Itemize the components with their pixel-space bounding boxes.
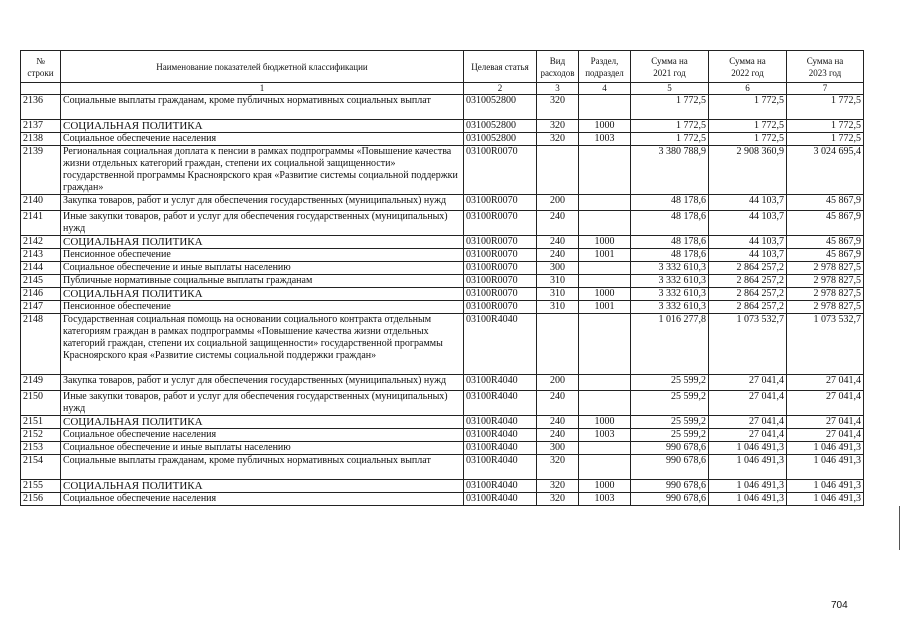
cell-code: 0310052800	[464, 95, 537, 120]
header-sum-2023: Сумма на 2023 год	[787, 51, 864, 83]
cell-name: СОЦИАЛЬНАЯ ПОЛИТИКА	[61, 288, 464, 301]
col-number: 2	[464, 83, 537, 95]
cell-id: 2145	[21, 275, 61, 288]
table-row	[21, 275, 864, 288]
header-sum-2021: Сумма на 2021 год	[631, 51, 709, 83]
cell-code: 0310052800	[464, 133, 537, 146]
cell-section	[579, 275, 631, 288]
header-name: Наименование показателей бюджетной классификации	[61, 51, 464, 83]
cell-s2022: 27 041,4	[709, 429, 787, 442]
cell-name: Иные закупки товаров, работ и услуг для обеспечения государственных (муниципальных) нужд	[61, 391, 464, 416]
cell-code: 03100R4040	[464, 391, 537, 416]
cell-s2022: 2 864 257,2	[709, 275, 787, 288]
cell-s2023: 1 772,5	[787, 120, 864, 133]
cell-code: 03100R0070	[464, 236, 537, 249]
cell-section	[579, 455, 631, 480]
cell-id: 2146	[21, 288, 61, 301]
cell-s2022: 44 103,7	[709, 249, 787, 262]
cell-name: СОЦИАЛЬНАЯ ПОЛИТИКА	[61, 480, 464, 493]
cell-s2022: 2 864 257,2	[709, 262, 787, 275]
cell-s2021: 48 178,6	[631, 236, 709, 249]
cell-code: 03100R0070	[464, 301, 537, 314]
cell-code: 03100R0070	[464, 288, 537, 301]
cell-id: 2141	[21, 211, 61, 236]
cell-kind: 240	[537, 391, 579, 416]
col-number: 6	[709, 83, 787, 95]
table-row	[21, 429, 864, 442]
cell-code: 03100R0070	[464, 275, 537, 288]
cell-section: 1001	[579, 301, 631, 314]
cell-kind: 320	[537, 455, 579, 480]
cell-kind	[537, 146, 579, 195]
cell-section: 1000	[579, 416, 631, 429]
budget-table	[20, 50, 864, 506]
cell-s2022: 2 864 257,2	[709, 288, 787, 301]
table-header-row	[21, 51, 864, 83]
cell-s2023: 2 978 827,5	[787, 301, 864, 314]
table-row	[21, 375, 864, 391]
cell-section	[579, 262, 631, 275]
cell-name: Социальные выплаты гражданам, кроме публичных нормативных социальных выплат	[61, 455, 464, 480]
cell-s2021: 3 332 610,3	[631, 288, 709, 301]
table-row	[21, 249, 864, 262]
cell-name: СОЦИАЛЬНАЯ ПОЛИТИКА	[61, 236, 464, 249]
col-number: 1	[61, 83, 464, 95]
cell-section	[579, 95, 631, 120]
cell-kind	[537, 314, 579, 375]
cell-s2021: 48 178,6	[631, 211, 709, 236]
cell-id: 2151	[21, 416, 61, 429]
cell-kind: 300	[537, 262, 579, 275]
cell-s2023: 1 046 491,3	[787, 455, 864, 480]
cell-kind: 240	[537, 416, 579, 429]
cell-id: 2154	[21, 455, 61, 480]
cell-s2021: 25 599,2	[631, 416, 709, 429]
cell-name: Иные закупки товаров, работ и услуг для обеспечения государственных (муниципальных) нужд	[61, 211, 464, 236]
table-row	[21, 133, 864, 146]
cell-name: Пенсионное обеспечение	[61, 249, 464, 262]
cell-kind: 240	[537, 211, 579, 236]
cell-s2023: 2 978 827,5	[787, 275, 864, 288]
table-row	[21, 480, 864, 493]
cell-id: 2147	[21, 301, 61, 314]
cell-s2023: 27 041,4	[787, 391, 864, 416]
cell-s2021: 990 678,6	[631, 442, 709, 455]
cell-section: 1003	[579, 429, 631, 442]
cell-section: 1003	[579, 133, 631, 146]
cell-id: 2150	[21, 391, 61, 416]
cell-code: 03100R0070	[464, 195, 537, 211]
table-row	[21, 211, 864, 236]
col-number: 4	[579, 83, 631, 95]
cell-section	[579, 375, 631, 391]
cell-code: 03100R0070	[464, 262, 537, 275]
cell-id: 2155	[21, 480, 61, 493]
cell-section: 1000	[579, 236, 631, 249]
cell-s2023: 45 867,9	[787, 249, 864, 262]
cell-section: 1000	[579, 120, 631, 133]
cell-name: Социальные выплаты гражданам, кроме публичных нормативных социальных выплат	[61, 95, 464, 120]
cell-name: СОЦИАЛЬНАЯ ПОЛИТИКА	[61, 416, 464, 429]
cell-section	[579, 442, 631, 455]
cell-s2022: 27 041,4	[709, 375, 787, 391]
cell-s2021: 25 599,2	[631, 375, 709, 391]
table-row	[21, 288, 864, 301]
cell-name: Закупка товаров, работ и услуг для обеспечения государственных (муниципальных) нужд	[61, 195, 464, 211]
cell-id: 2153	[21, 442, 61, 455]
cell-kind: 200	[537, 375, 579, 391]
cell-code: 03100R4040	[464, 493, 537, 506]
cell-s2021: 48 178,6	[631, 195, 709, 211]
cell-section: 1000	[579, 480, 631, 493]
cell-s2022: 1 772,5	[709, 95, 787, 120]
cell-id: 2138	[21, 133, 61, 146]
column-number-row	[21, 83, 864, 95]
cell-code: 03100R0070	[464, 146, 537, 195]
cell-code: 03100R4040	[464, 314, 537, 375]
table-row	[21, 236, 864, 249]
cell-id: 2139	[21, 146, 61, 195]
cell-s2023: 45 867,9	[787, 211, 864, 236]
cell-code: 03100R4040	[464, 442, 537, 455]
cell-kind: 240	[537, 236, 579, 249]
cell-name: Публичные нормативные социальные выплаты гражданам	[61, 275, 464, 288]
cell-s2021: 990 678,6	[631, 455, 709, 480]
cell-name: Государственная социальная помощь на основании социального контракта отдельным категориям граждан в рамках подпрограммы «Повышение качества жизни отдельных категорий граждан, степени их социальной защищенности» государственной программы Красноярского края «Развитие системы социальной поддержки граждан»	[61, 314, 464, 375]
cell-s2023: 27 041,4	[787, 429, 864, 442]
header-target: Целевая статья	[464, 51, 537, 83]
cell-s2023: 1 772,5	[787, 133, 864, 146]
cell-s2021: 48 178,6	[631, 249, 709, 262]
cell-section	[579, 195, 631, 211]
cell-section: 1001	[579, 249, 631, 262]
table-row	[21, 493, 864, 506]
cell-s2022: 27 041,4	[709, 416, 787, 429]
cell-s2023: 2 978 827,5	[787, 262, 864, 275]
cell-kind: 310	[537, 288, 579, 301]
cell-s2022: 1 073 532,7	[709, 314, 787, 375]
cell-s2023: 1 046 491,3	[787, 493, 864, 506]
cell-id: 2140	[21, 195, 61, 211]
cell-id: 2152	[21, 429, 61, 442]
cell-section	[579, 146, 631, 195]
cell-code: 03100R0070	[464, 211, 537, 236]
cell-s2022: 1 046 491,3	[709, 493, 787, 506]
cell-name: Региональная социальная доплата к пенсии в рамках подпрограммы «Повышение качества жизни отдельных категорий граждан, степени их социальной защищенности» государственной программы Красноярского края «Развитие системы социальной поддержки граждан»	[61, 146, 464, 195]
cell-s2021: 990 678,6	[631, 480, 709, 493]
cell-s2021: 1 016 277,8	[631, 314, 709, 375]
cell-section	[579, 391, 631, 416]
cell-s2022: 1 772,5	[709, 133, 787, 146]
cell-code: 0310052800	[464, 120, 537, 133]
col-number: 3	[537, 83, 579, 95]
cell-id: 2143	[21, 249, 61, 262]
table-row	[21, 416, 864, 429]
table-row	[21, 195, 864, 211]
table-row	[21, 120, 864, 133]
cell-s2023: 1 073 532,7	[787, 314, 864, 375]
table-row	[21, 95, 864, 120]
cell-kind: 320	[537, 493, 579, 506]
cell-s2021: 1 772,5	[631, 120, 709, 133]
page-number: 704	[831, 600, 848, 611]
cell-section: 1003	[579, 493, 631, 506]
table-row	[21, 314, 864, 375]
cell-id: 2149	[21, 375, 61, 391]
cell-s2021: 3 380 788,9	[631, 146, 709, 195]
cell-s2021: 1 772,5	[631, 95, 709, 120]
cell-kind: 320	[537, 120, 579, 133]
cell-code: 03100R4040	[464, 429, 537, 442]
cell-code: 03100R4040	[464, 480, 537, 493]
cell-kind: 320	[537, 133, 579, 146]
cell-s2022: 2 908 360,9	[709, 146, 787, 195]
col-number: 5	[631, 83, 709, 95]
cell-name: Закупка товаров, работ и услуг для обеспечения государственных (муниципальных) нужд	[61, 375, 464, 391]
cell-name: Социальное обеспечение населения	[61, 429, 464, 442]
cell-s2023: 1 046 491,3	[787, 480, 864, 493]
cell-name: Пенсионное обеспечение	[61, 301, 464, 314]
table-body	[21, 95, 864, 506]
cell-s2021: 3 332 610,3	[631, 301, 709, 314]
cell-id: 2142	[21, 236, 61, 249]
header-section: Раздел, подраздел	[579, 51, 631, 83]
cell-kind: 240	[537, 249, 579, 262]
cell-code: 03100R4040	[464, 416, 537, 429]
cell-section: 1000	[579, 288, 631, 301]
cell-s2021: 3 332 610,3	[631, 275, 709, 288]
cell-section	[579, 314, 631, 375]
cell-section	[579, 211, 631, 236]
cell-s2023: 45 867,9	[787, 236, 864, 249]
cell-s2022: 1 046 491,3	[709, 455, 787, 480]
table-row	[21, 455, 864, 480]
cell-s2022: 27 041,4	[709, 391, 787, 416]
cell-kind: 320	[537, 95, 579, 120]
cell-s2023: 27 041,4	[787, 375, 864, 391]
cell-s2022: 1 772,5	[709, 120, 787, 133]
cell-name: Социальное обеспечение населения	[61, 133, 464, 146]
cell-id: 2136	[21, 95, 61, 120]
cell-id: 2137	[21, 120, 61, 133]
cell-id: 2148	[21, 314, 61, 375]
cell-s2022: 2 864 257,2	[709, 301, 787, 314]
cell-s2021: 25 599,2	[631, 429, 709, 442]
header-sum-2022: Сумма на 2022 год	[709, 51, 787, 83]
header-row-no: № строки	[21, 51, 61, 83]
cell-kind: 240	[537, 429, 579, 442]
cell-s2022: 1 046 491,3	[709, 442, 787, 455]
cell-s2022: 44 103,7	[709, 236, 787, 249]
table-row	[21, 301, 864, 314]
cell-s2023: 27 041,4	[787, 416, 864, 429]
cell-name: Социальное обеспечение и иные выплаты населению	[61, 262, 464, 275]
cell-s2023: 3 024 695,4	[787, 146, 864, 195]
cell-s2022: 44 103,7	[709, 195, 787, 211]
cell-kind: 200	[537, 195, 579, 211]
cell-s2023: 45 867,9	[787, 195, 864, 211]
cell-code: 03100R4040	[464, 455, 537, 480]
cell-s2021: 1 772,5	[631, 133, 709, 146]
cell-s2021: 3 332 610,3	[631, 262, 709, 275]
col-number: 7	[787, 83, 864, 95]
cell-kind: 310	[537, 301, 579, 314]
table-row	[21, 262, 864, 275]
table-row	[21, 391, 864, 416]
cell-s2022: 1 046 491,3	[709, 480, 787, 493]
cell-name: СОЦИАЛЬНАЯ ПОЛИТИКА	[61, 120, 464, 133]
header-kind: Вид расходов	[537, 51, 579, 83]
cell-code: 03100R0070	[464, 249, 537, 262]
scan-edge-mark	[899, 506, 900, 550]
cell-kind: 320	[537, 480, 579, 493]
cell-name: Социальное обеспечение и иные выплаты населению	[61, 442, 464, 455]
cell-s2022: 44 103,7	[709, 211, 787, 236]
cell-code: 03100R4040	[464, 375, 537, 391]
cell-kind: 300	[537, 442, 579, 455]
cell-id: 2144	[21, 262, 61, 275]
col-number	[21, 83, 61, 95]
cell-s2023: 1 046 491,3	[787, 442, 864, 455]
cell-s2021: 990 678,6	[631, 493, 709, 506]
cell-id: 2156	[21, 493, 61, 506]
cell-s2021: 25 599,2	[631, 391, 709, 416]
cell-kind: 310	[537, 275, 579, 288]
table-row	[21, 146, 864, 195]
cell-s2023: 1 772,5	[787, 95, 864, 120]
table-row	[21, 442, 864, 455]
cell-name: Социальное обеспечение населения	[61, 493, 464, 506]
cell-s2023: 2 978 827,5	[787, 288, 864, 301]
